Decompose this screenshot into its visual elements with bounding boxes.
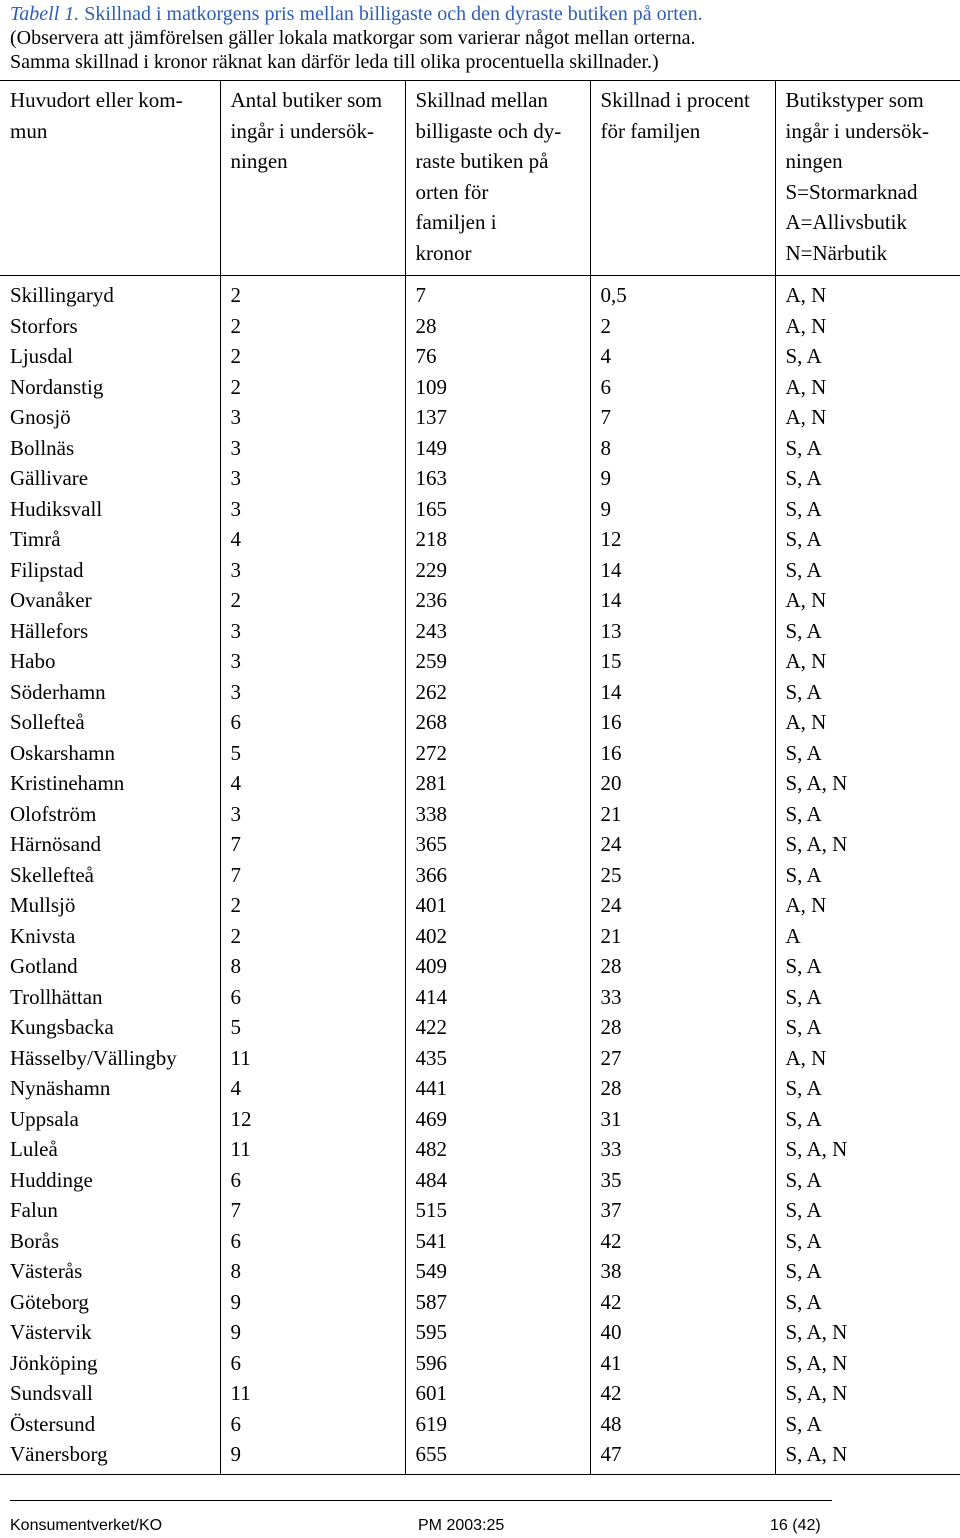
- cell-diff-percent: 28: [590, 1073, 775, 1104]
- cell-diff-kronor: 409: [405, 951, 590, 982]
- table-row: [0, 494, 960, 525]
- cell-store-types: S, A: [775, 555, 960, 586]
- cell-diff-kronor: 515: [405, 1195, 590, 1226]
- header-line: Butikstyper som: [785, 88, 924, 112]
- cell-diff-kronor: 402: [405, 921, 590, 952]
- cell-diff-kronor: 596: [405, 1348, 590, 1379]
- table-row: [0, 585, 960, 616]
- cell-store-types: S, A: [775, 1287, 960, 1318]
- cell-store-count: 3: [220, 616, 405, 647]
- cell-diff-percent: 7: [590, 402, 775, 433]
- cell-store-count: 2: [220, 341, 405, 372]
- header-line: mun: [10, 118, 48, 143]
- cell-diff-kronor: 595: [405, 1317, 590, 1348]
- header-line: familjen i: [415, 210, 497, 234]
- cell-municipality: Ljusdal: [10, 344, 73, 368]
- header-line: ingår i undersök-: [230, 118, 374, 143]
- table-row: [0, 555, 960, 586]
- cell-store-count: 3: [220, 799, 405, 830]
- cell-store-count: 7: [220, 860, 405, 891]
- cell-store-types: S, A: [775, 799, 960, 830]
- table-row: [0, 1317, 960, 1348]
- cell-municipality: Uppsala: [10, 1106, 79, 1131]
- cell-diff-kronor: 366: [405, 860, 590, 891]
- cell-municipality: Nordanstig: [10, 374, 104, 399]
- cell-store-types: A, N: [775, 585, 960, 616]
- cell-diff-percent: 28: [590, 1012, 775, 1043]
- cell-diff-percent: 33: [590, 982, 775, 1013]
- cell-diff-percent: 31: [590, 1104, 775, 1135]
- cell-diff-percent: 35: [590, 1165, 775, 1196]
- cell-diff-percent: 47: [590, 1439, 775, 1474]
- table-row: [0, 463, 960, 494]
- table-row: [0, 951, 960, 982]
- cell-municipality: Skellefteå: [10, 862, 94, 887]
- cell-diff-kronor: 422: [405, 1012, 590, 1043]
- table-row: [0, 276, 960, 311]
- cell-municipality: Västervik: [10, 1320, 92, 1344]
- table-row: [0, 616, 960, 647]
- caption-line-1: [10, 2, 950, 26]
- cell-diff-percent: 37: [590, 1195, 775, 1226]
- cell-store-types: S, A, N: [775, 1439, 960, 1474]
- cell-store-count: 4: [220, 524, 405, 555]
- header-line: Huvudort eller kom-: [10, 88, 183, 112]
- header-diff-percent: [590, 81, 775, 276]
- cell-store-types: S, A: [775, 860, 960, 891]
- cell-store-count: 9: [220, 1287, 405, 1318]
- cell-store-types: A: [775, 921, 960, 952]
- cell-store-types: S, A: [775, 951, 960, 982]
- table-row: [0, 982, 960, 1013]
- cell-municipality: Oskarshamn: [10, 740, 115, 765]
- cell-store-types: A, N: [775, 646, 960, 677]
- cell-store-count: 11: [220, 1378, 405, 1409]
- cell-municipality: Luleå: [10, 1137, 58, 1161]
- cell-diff-kronor: 549: [405, 1256, 590, 1287]
- cell-diff-kronor: 281: [405, 768, 590, 799]
- cell-diff-kronor: 365: [405, 829, 590, 860]
- table-row: [0, 1439, 960, 1474]
- cell-municipality: Filipstad: [10, 557, 84, 582]
- cell-store-count: 6: [220, 1348, 405, 1379]
- footer-report-id: PM 2003:25: [418, 1517, 505, 1534]
- cell-diff-kronor: 268: [405, 707, 590, 738]
- cell-store-types: S, A, N: [775, 1134, 960, 1165]
- cell-diff-kronor: 655: [405, 1439, 590, 1474]
- table-row: [0, 1104, 960, 1135]
- cell-diff-kronor: 76: [405, 341, 590, 372]
- cell-diff-percent: 25: [590, 860, 775, 891]
- cell-store-types: A, N: [775, 372, 960, 403]
- table-row: [0, 646, 960, 677]
- table-row: [0, 1348, 960, 1379]
- cell-diff-percent: 9: [590, 494, 775, 525]
- table-row: [0, 1378, 960, 1409]
- cell-store-count: 9: [220, 1317, 405, 1348]
- header-line: billigaste och dy-: [415, 118, 562, 143]
- cell-store-count: 5: [220, 738, 405, 769]
- cell-store-count: 6: [220, 707, 405, 738]
- table-row: [0, 341, 960, 372]
- cell-store-count: 3: [220, 433, 405, 464]
- cell-store-types: A, N: [775, 1043, 960, 1074]
- table-row: [0, 707, 960, 738]
- cell-municipality: Gnosjö: [10, 405, 71, 429]
- cell-diff-percent: 28: [590, 951, 775, 982]
- table-row: [0, 1012, 960, 1043]
- cell-store-count: 3: [220, 677, 405, 708]
- cell-store-count: 6: [220, 982, 405, 1013]
- cell-municipality: Skillingaryd: [10, 283, 114, 307]
- cell-diff-percent: 16: [590, 707, 775, 738]
- cell-store-count: 3: [220, 555, 405, 586]
- cell-municipality: Borås: [10, 1228, 59, 1253]
- header-line: ingår i undersök-: [785, 118, 929, 143]
- cell-municipality: Gällivare: [10, 466, 89, 490]
- cell-store-count: 7: [220, 829, 405, 860]
- cell-municipality: Vänersborg: [0, 1439, 220, 1474]
- cell-municipality: Sundsvall: [10, 1381, 93, 1405]
- cell-diff-kronor: 109: [405, 372, 590, 403]
- cell-store-count: 3: [220, 402, 405, 433]
- table-row: [0, 433, 960, 464]
- page-footer: [10, 1516, 832, 1536]
- cell-store-count: 2: [220, 276, 405, 311]
- cell-municipality: Bollnäs: [10, 435, 75, 460]
- header-line: S=Stormarknad: [785, 179, 918, 204]
- cell-diff-kronor: 619: [405, 1409, 590, 1440]
- header-line: N=Närbutik: [785, 240, 888, 265]
- table-row: [0, 829, 960, 860]
- cell-municipality: Jönköping: [10, 1350, 98, 1375]
- cell-diff-kronor: 435: [405, 1043, 590, 1074]
- table-row: [0, 1287, 960, 1318]
- cell-store-types: S, A, N: [775, 1317, 960, 1348]
- cell-diff-kronor: 137: [405, 402, 590, 433]
- table-row: [0, 372, 960, 403]
- cell-store-types: S, A: [775, 524, 960, 555]
- cell-municipality: Olofström: [10, 801, 97, 826]
- cell-store-count: 2: [220, 890, 405, 921]
- header-line: kronor: [415, 240, 472, 265]
- cell-diff-percent: 42: [590, 1226, 775, 1257]
- table-row: [0, 402, 960, 433]
- cell-store-types: A, N: [775, 402, 960, 433]
- cell-diff-kronor: 401: [405, 890, 590, 921]
- cell-store-count: 6: [220, 1226, 405, 1257]
- cell-diff-kronor: 272: [405, 738, 590, 769]
- cell-municipality: Hudiksvall: [10, 496, 103, 521]
- cell-municipality: Mullsjö: [10, 893, 76, 917]
- cell-diff-kronor: 236: [405, 585, 590, 616]
- table-caption: [10, 2, 950, 74]
- cell-diff-kronor: 149: [405, 433, 590, 464]
- caption-label: Tabell 1.: [10, 3, 80, 25]
- cell-municipality: Östersund: [10, 1411, 96, 1436]
- cell-diff-percent: 16: [590, 738, 775, 769]
- cell-diff-percent: 2: [590, 311, 775, 342]
- cell-store-count: 12: [220, 1104, 405, 1135]
- cell-store-types: S, A: [775, 982, 960, 1013]
- header-line: ningen: [785, 149, 843, 173]
- cell-diff-percent: 48: [590, 1409, 775, 1440]
- cell-diff-kronor: 28: [405, 311, 590, 342]
- header-line: A=Allivsbutik: [785, 210, 908, 234]
- cell-diff-percent: 40: [590, 1317, 775, 1348]
- caption-line-2: (Observera att jämförelsen gäller lokala matkorgar som varierar något mellan orterna.: [10, 27, 696, 49]
- cell-store-count: 2: [220, 921, 405, 952]
- cell-store-types: S, A: [775, 738, 960, 769]
- footer-page-number: 16 (42): [770, 1517, 821, 1534]
- cell-store-types: A, N: [775, 276, 960, 311]
- table-row: [0, 1073, 960, 1104]
- table-row: [0, 890, 960, 921]
- cell-store-types: S, A: [775, 1409, 960, 1440]
- cell-store-count: 2: [220, 585, 405, 616]
- table-row: [0, 799, 960, 830]
- header-municipality: [0, 81, 220, 276]
- cell-diff-kronor: 218: [405, 524, 590, 555]
- table-row: [0, 921, 960, 952]
- header-line: Antal butiker som: [230, 88, 383, 112]
- cell-municipality: Göteborg: [10, 1289, 89, 1314]
- cell-store-count: 6: [220, 1409, 405, 1440]
- table-row: [0, 1226, 960, 1257]
- table-row: [0, 311, 960, 342]
- cell-diff-percent: 8: [590, 433, 775, 464]
- table-row: [0, 1134, 960, 1165]
- cell-store-types: S, A, N: [775, 829, 960, 860]
- cell-diff-percent: 24: [590, 890, 775, 921]
- cell-diff-percent: 33: [590, 1134, 775, 1165]
- header-line: orten för: [415, 179, 489, 204]
- table-row: [0, 677, 960, 708]
- cell-store-count: 4: [220, 1073, 405, 1104]
- cell-store-count: 5: [220, 1012, 405, 1043]
- cell-diff-kronor: 601: [405, 1378, 590, 1409]
- cell-municipality: Sollefteå: [10, 710, 85, 734]
- header-line: ningen: [230, 149, 288, 173]
- cell-store-count: 8: [220, 951, 405, 982]
- cell-store-count: 6: [220, 1165, 405, 1196]
- caption-line-3: Samma skillnad i kronor räknat kan därför leda till olika procentuella skillnader.): [10, 51, 659, 73]
- cell-diff-kronor: 441: [405, 1073, 590, 1104]
- footer-divider: [10, 1500, 832, 1501]
- cell-diff-percent: 4: [590, 341, 775, 372]
- cell-municipality: Söderhamn: [10, 679, 106, 704]
- header-line: raste butiken på: [415, 149, 549, 173]
- table-row: [0, 1195, 960, 1226]
- cell-diff-percent: 42: [590, 1287, 775, 1318]
- table-row: [0, 524, 960, 555]
- cell-diff-kronor: 262: [405, 677, 590, 708]
- cell-diff-percent: 14: [590, 555, 775, 586]
- cell-store-count: 3: [220, 646, 405, 677]
- cell-store-types: A, N: [775, 707, 960, 738]
- cell-diff-percent: 14: [590, 677, 775, 708]
- cell-municipality: Nynäshamn: [10, 1076, 111, 1100]
- cell-store-types: S, A: [775, 433, 960, 464]
- cell-diff-percent: 27: [590, 1043, 775, 1074]
- cell-store-count: 9: [220, 1439, 405, 1474]
- cell-diff-kronor: 163: [405, 463, 590, 494]
- cell-municipality: Huddinge: [10, 1167, 93, 1192]
- table-row: [0, 738, 960, 769]
- cell-diff-percent: 38: [590, 1256, 775, 1287]
- header-line: för familjen: [600, 118, 701, 143]
- cell-municipality: Hällefors: [10, 618, 89, 643]
- table-row: [0, 860, 960, 891]
- cell-municipality: Kristinehamn: [10, 771, 125, 795]
- cell-store-count: 2: [220, 311, 405, 342]
- table-row: [0, 1043, 960, 1074]
- cell-diff-percent: 9: [590, 463, 775, 494]
- cell-diff-percent: 24: [590, 829, 775, 860]
- table-row: [0, 1409, 960, 1440]
- cell-store-types: A, N: [775, 890, 960, 921]
- cell-store-types: S, A: [775, 1073, 960, 1104]
- footer-publisher: Konsumentverket/KO: [10, 1517, 163, 1534]
- cell-diff-percent: 42: [590, 1378, 775, 1409]
- cell-store-types: S, A: [775, 494, 960, 525]
- cell-diff-percent: 12: [590, 524, 775, 555]
- cell-diff-kronor: 243: [405, 616, 590, 647]
- cell-store-count: 11: [220, 1043, 405, 1074]
- cell-store-types: S, A: [775, 1104, 960, 1135]
- cell-store-count: 4: [220, 768, 405, 799]
- cell-store-count: 8: [220, 1256, 405, 1287]
- cell-diff-kronor: 482: [405, 1134, 590, 1165]
- cell-store-types: S, A, N: [775, 768, 960, 799]
- table-row: [0, 768, 960, 799]
- cell-diff-percent: 21: [590, 799, 775, 830]
- cell-municipality: Hässelby/Vällingby: [10, 1045, 177, 1070]
- cell-store-types: S, A: [775, 463, 960, 494]
- cell-diff-kronor: 338: [405, 799, 590, 830]
- header-diff-kronor: [405, 81, 590, 276]
- cell-store-types: S, A: [775, 341, 960, 372]
- cell-diff-kronor: 229: [405, 555, 590, 586]
- cell-municipality: Trollhättan: [10, 984, 103, 1009]
- cell-store-types: S, A: [775, 1165, 960, 1196]
- cell-municipality: Västerås: [10, 1259, 83, 1283]
- cell-municipality: Ovanåker: [10, 588, 92, 612]
- cell-store-types: S, A: [775, 1012, 960, 1043]
- cell-diff-kronor: 165: [405, 494, 590, 525]
- cell-store-types: S, A: [775, 1195, 960, 1226]
- cell-municipality: Habo: [10, 649, 56, 673]
- cell-diff-percent: 21: [590, 921, 775, 952]
- cell-diff-percent: 20: [590, 768, 775, 799]
- cell-store-count: 11: [220, 1134, 405, 1165]
- cell-diff-percent: 6: [590, 372, 775, 403]
- cell-store-count: 3: [220, 494, 405, 525]
- cell-diff-kronor: 484: [405, 1165, 590, 1196]
- cell-diff-percent: 13: [590, 616, 775, 647]
- cell-diff-kronor: 469: [405, 1104, 590, 1135]
- cell-diff-kronor: 259: [405, 646, 590, 677]
- cell-municipality: Falun: [10, 1198, 58, 1222]
- cell-municipality: Gotland: [10, 954, 78, 978]
- cell-municipality: Härnösand: [10, 832, 101, 856]
- cell-diff-percent: 15: [590, 646, 775, 677]
- cell-store-types: S, A: [775, 1226, 960, 1257]
- cell-store-types: S, A, N: [775, 1378, 960, 1409]
- caption-title: Skillnad i matkorgens pris mellan billigaste och den dyraste butiken på orten.: [84, 3, 703, 25]
- header-store-count: [220, 81, 405, 276]
- table-row: [0, 1256, 960, 1287]
- cell-diff-percent: 0,5: [590, 276, 775, 311]
- cell-diff-kronor: 587: [405, 1287, 590, 1318]
- cell-diff-kronor: 7: [405, 276, 590, 311]
- table-body: [0, 276, 960, 1475]
- cell-diff-percent: 14: [590, 585, 775, 616]
- cell-store-count: 7: [220, 1195, 405, 1226]
- cell-municipality: Kungsbacka: [10, 1015, 114, 1039]
- cell-store-types: A, N: [775, 311, 960, 342]
- header-line: Skillnad i procent: [600, 88, 750, 112]
- cell-store-count: 2: [220, 372, 405, 403]
- header-line: Skillnad mellan: [415, 88, 548, 112]
- header-store-types: [775, 81, 960, 276]
- cell-store-types: S, A: [775, 677, 960, 708]
- cell-store-types: S, A, N: [775, 1348, 960, 1379]
- table-header-row: [0, 81, 960, 276]
- cell-store-types: S, A: [775, 616, 960, 647]
- cell-diff-kronor: 541: [405, 1226, 590, 1257]
- table-row: [0, 1165, 960, 1196]
- cell-store-count: 3: [220, 463, 405, 494]
- cell-municipality: Storfors: [10, 313, 78, 338]
- cell-municipality: Knivsta: [10, 923, 76, 948]
- cell-municipality: Timrå: [10, 527, 61, 551]
- price-difference-table: [0, 80, 960, 1475]
- cell-store-types: S, A: [775, 1256, 960, 1287]
- cell-diff-percent: 41: [590, 1348, 775, 1379]
- cell-diff-kronor: 414: [405, 982, 590, 1013]
